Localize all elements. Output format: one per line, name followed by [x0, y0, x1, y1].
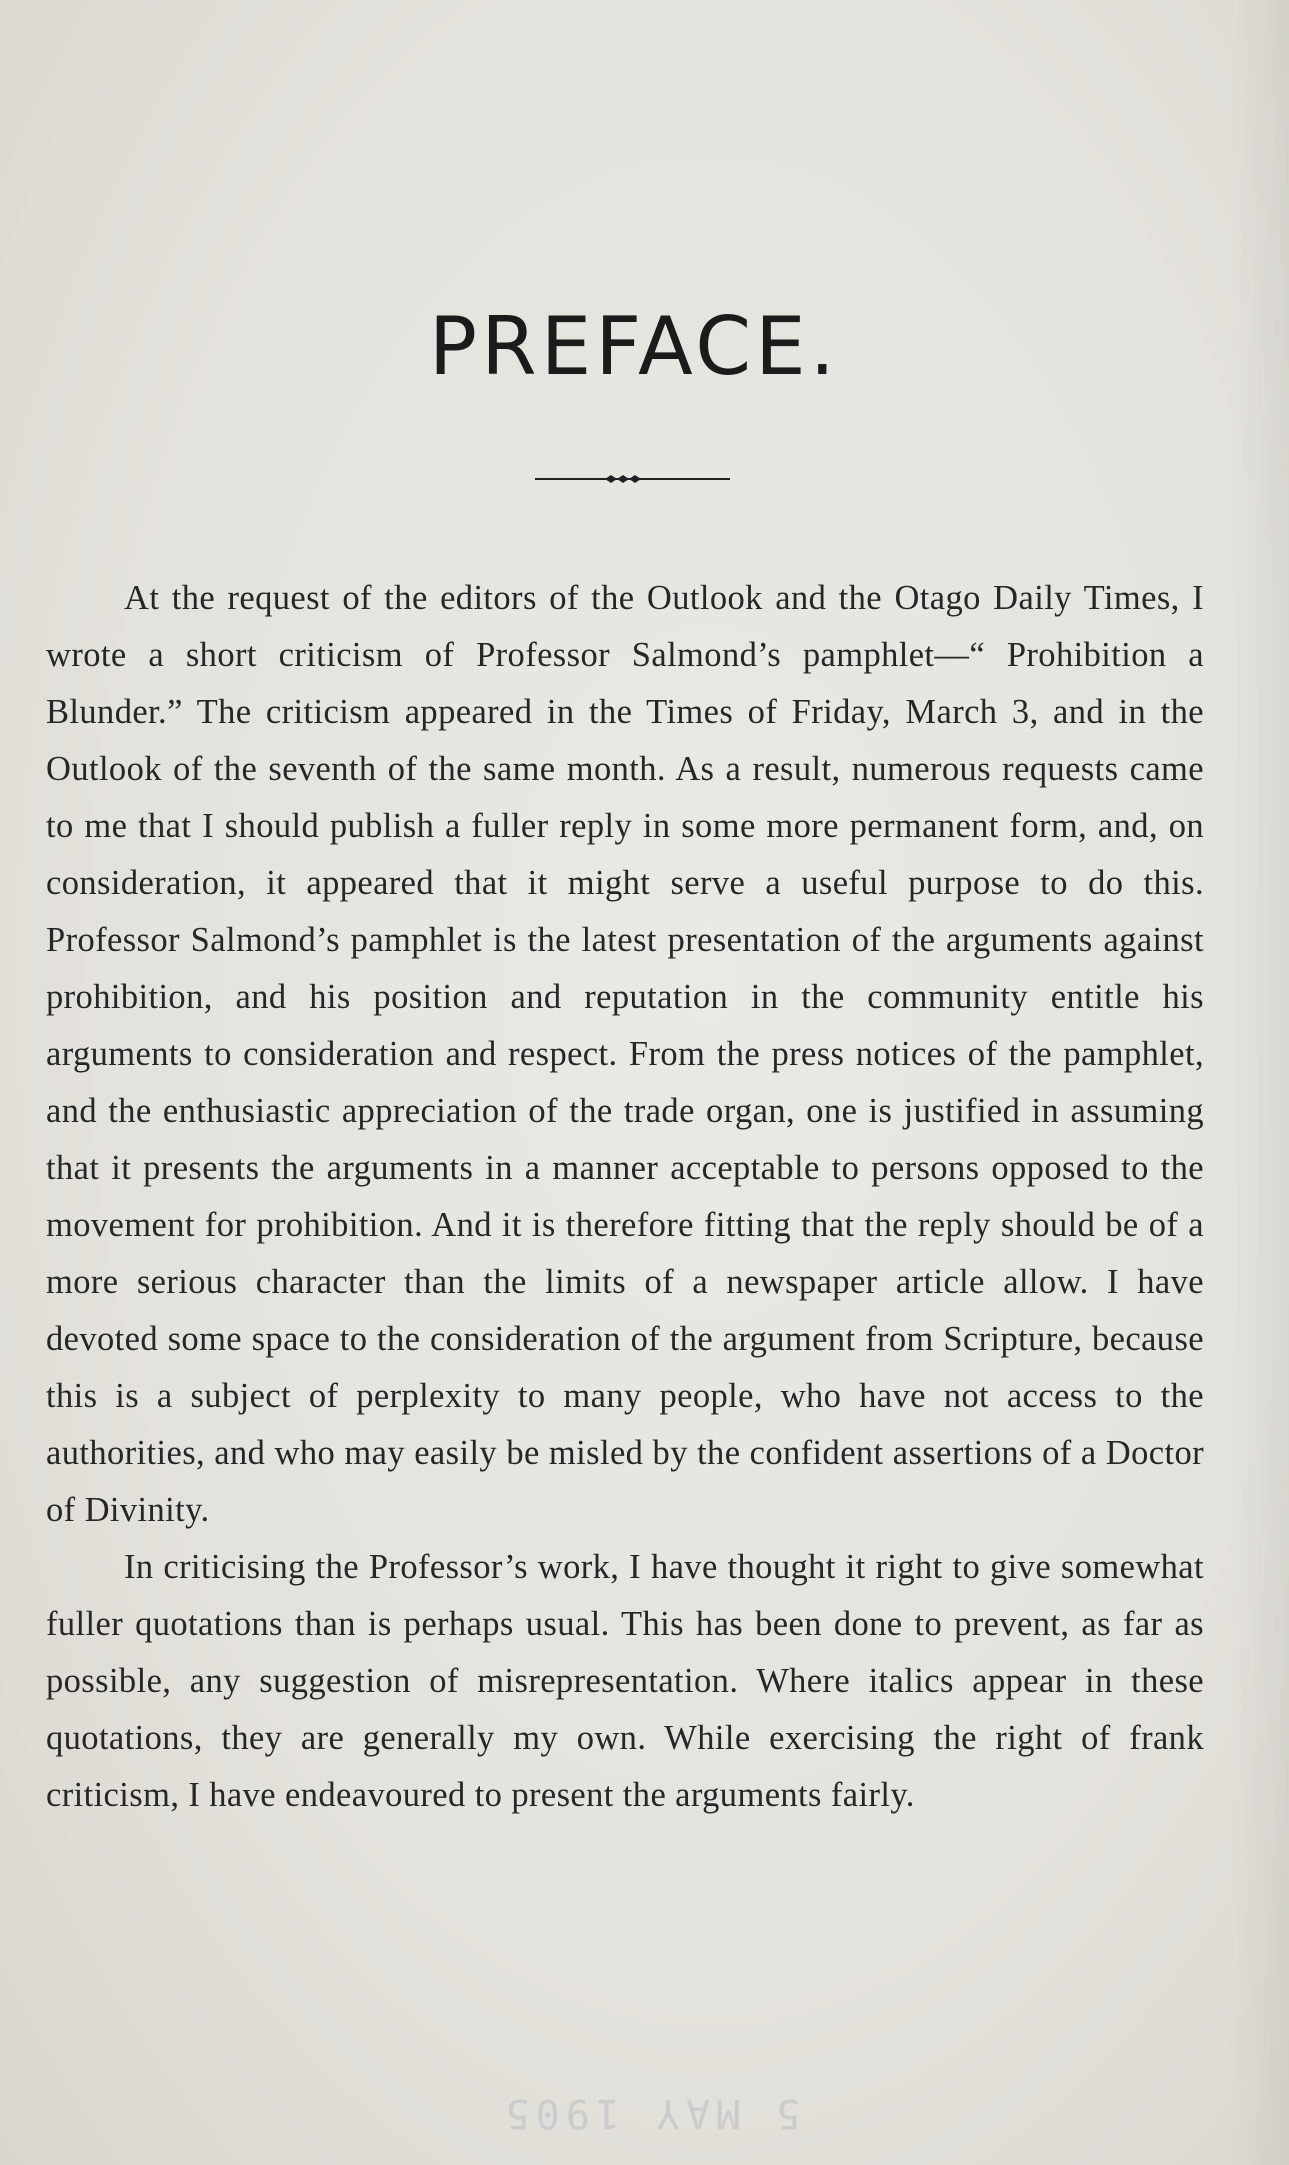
paragraph-1: At the request of the editors of the Outlook and the Otago Daily Times, I wrote a short criticism of Professor Salmond’s pamphlet—“ Prohibition a Blunder.” The criticism appeared in the Times of Friday, March 3, and in the Outlook of the seventh of the same month. As a result, numerous requests came to me that I should publish a fuller reply in some more permanent form, and, on consideration, it appeared that it might serve a useful purpose to do this. Professor Salmond’s pamphlet is the latest presentation of the arguments against prohibition, and his position and reputation in the community entitle his arguments to consideration and respect. From the press notices of the pamphlet, and the enthusiastic appreciation of the trade organ, one is justified in assuming that it presents the arguments in a manner acceptable to persons opposed to the movement for prohibition. And it is therefore fitting that the reply should be of a more serious character than the limits of a newspaper article allow. I have devoted some space to the consideration of the argument from Scripture, because this is a subject of perplexity to many people, who have not access to the authorities, and who may easily be misled by the confident assertions of a Doctor of Divinity.	[46, 579, 1204, 1529]
preface-body	[46, 570, 1204, 1824]
page-title: PREFACE.	[428, 300, 840, 393]
title-ornament-divider	[535, 472, 730, 486]
paragraph-2: In criticising the Professor’s work, I have thought it right to give somewhat fuller quotations than is perhaps usual. This has been done to prevent, as far as possible, any suggestion of misrepresentation. Where italics appear in these quotations, they are generally my own. While exercising the right of frank criticism, I have endeavoured to present the arguments fairly.	[46, 1548, 1204, 1814]
library-stamp: 5 MAY 1905	[499, 2090, 801, 2136]
